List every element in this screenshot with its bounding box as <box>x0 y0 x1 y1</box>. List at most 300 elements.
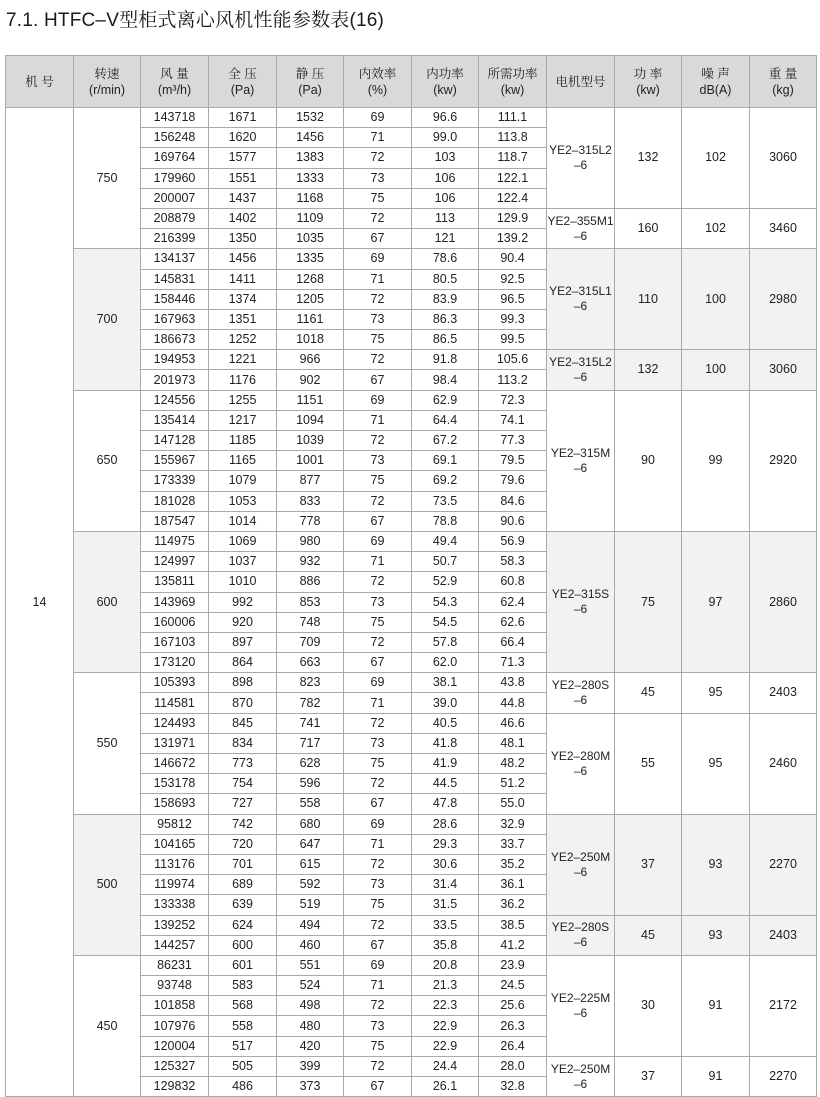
speed-cell: 750 <box>74 108 141 249</box>
data-cell: 1205 <box>277 289 344 309</box>
data-cell: 33.7 <box>479 834 547 854</box>
data-cell: 75 <box>344 188 412 208</box>
data-cell: 78.6 <box>412 249 479 269</box>
data-cell: 91.8 <box>412 350 479 370</box>
noise-cell: 93 <box>682 814 750 915</box>
motor-model-cell <box>547 108 615 209</box>
data-cell: 1001 <box>277 451 344 471</box>
data-cell: 72 <box>344 996 412 1016</box>
data-cell: 62.9 <box>412 390 479 410</box>
speed-cell: 550 <box>74 673 141 814</box>
data-cell: 79.6 <box>479 471 547 491</box>
data-cell: 1014 <box>209 511 277 531</box>
data-cell: 114581 <box>141 693 209 713</box>
data-cell: 486 <box>209 1077 277 1097</box>
data-cell: 216399 <box>141 229 209 249</box>
motor-power-cell: 132 <box>615 350 682 390</box>
column-header-unit: (Pa) <box>298 82 322 97</box>
noise-cell: 91 <box>682 1056 750 1096</box>
motor-model-cell <box>547 1056 615 1096</box>
data-cell: 139252 <box>141 915 209 935</box>
column-header-label: 所需功率 <box>487 66 538 81</box>
data-cell: 480 <box>277 1016 344 1036</box>
data-cell: 92.5 <box>479 269 547 289</box>
motor-model: YE2–315L2 <box>549 354 612 369</box>
data-cell: 93748 <box>141 976 209 996</box>
data-cell: 71 <box>344 128 412 148</box>
data-cell: 67 <box>344 511 412 531</box>
data-cell: 187547 <box>141 511 209 531</box>
motor-model-cell <box>547 249 615 350</box>
weight-cell: 2172 <box>750 955 817 1056</box>
data-cell: 72 <box>344 148 412 168</box>
data-cell: 103 <box>412 148 479 168</box>
data-cell: 628 <box>277 754 344 774</box>
data-cell: 139.2 <box>479 229 547 249</box>
column-header <box>74 56 141 108</box>
data-cell: 1374 <box>209 289 277 309</box>
data-cell: 72 <box>344 431 412 451</box>
data-cell: 44.5 <box>412 774 479 794</box>
data-cell: 639 <box>209 895 277 915</box>
data-cell: 173339 <box>141 471 209 491</box>
data-cell: 72.3 <box>479 390 547 410</box>
data-cell: 568 <box>209 996 277 1016</box>
data-cell: 1532 <box>277 108 344 128</box>
weight-cell: 2920 <box>750 390 817 531</box>
column-header <box>682 56 750 108</box>
data-cell: 124493 <box>141 713 209 733</box>
data-cell: 920 <box>209 612 277 632</box>
data-cell: 122.1 <box>479 168 547 188</box>
data-cell: 1411 <box>209 269 277 289</box>
column-header <box>615 56 682 108</box>
data-cell: 24.5 <box>479 976 547 996</box>
data-cell: 74.1 <box>479 410 547 430</box>
weight-cell: 3060 <box>750 350 817 390</box>
speed-cell: 600 <box>74 531 141 672</box>
data-cell: 86231 <box>141 955 209 975</box>
data-cell: 25.6 <box>479 996 547 1016</box>
data-cell: 60.8 <box>479 572 547 592</box>
data-cell: 494 <box>277 915 344 935</box>
data-cell: 72 <box>344 713 412 733</box>
column-header-label: 机 号 <box>25 74 54 89</box>
data-cell: 54.5 <box>412 612 479 632</box>
column-header-unit: (kw) <box>636 82 660 97</box>
column-header <box>141 56 209 108</box>
data-cell: 524 <box>277 976 344 996</box>
data-cell: 1094 <box>277 410 344 430</box>
performance-table <box>5 55 817 1097</box>
data-cell: 966 <box>277 350 344 370</box>
data-cell: 38.5 <box>479 915 547 935</box>
column-header <box>547 56 615 108</box>
motor-model-cell <box>547 814 615 915</box>
data-cell: 73 <box>344 1016 412 1036</box>
data-cell: 592 <box>277 875 344 895</box>
data-cell: 58.3 <box>479 552 547 572</box>
data-cell: 90.4 <box>479 249 547 269</box>
motor-model-cell <box>547 713 615 814</box>
data-cell: 201973 <box>141 370 209 390</box>
data-cell: 71 <box>344 269 412 289</box>
data-cell: 38.1 <box>412 673 479 693</box>
weight-cell: 2403 <box>750 915 817 955</box>
motor-pole-suffix: –6 <box>573 369 588 384</box>
data-cell: 1217 <box>209 410 277 430</box>
data-cell: 1069 <box>209 531 277 551</box>
data-cell: 173120 <box>141 653 209 673</box>
data-cell: 67 <box>344 1077 412 1097</box>
data-cell: 26.1 <box>412 1077 479 1097</box>
table-row <box>6 249 817 269</box>
data-cell: 86.5 <box>412 330 479 350</box>
data-cell: 134137 <box>141 249 209 269</box>
data-cell: 932 <box>277 552 344 572</box>
data-cell: 1383 <box>277 148 344 168</box>
data-cell: 125327 <box>141 1056 209 1076</box>
data-cell: 78.8 <box>412 511 479 531</box>
motor-model: YE2–280M <box>550 748 611 763</box>
data-cell: 601 <box>209 955 277 975</box>
data-cell: 505 <box>209 1056 277 1076</box>
motor-model: YE2–355M1 <box>547 213 614 228</box>
data-cell: 75 <box>344 330 412 350</box>
data-cell: 720 <box>209 834 277 854</box>
data-cell: 80.5 <box>412 269 479 289</box>
column-header-unit: (kw) <box>500 82 525 97</box>
data-cell: 886 <box>277 572 344 592</box>
data-cell: 1456 <box>277 128 344 148</box>
data-cell: 71 <box>344 410 412 430</box>
data-cell: 106 <box>412 188 479 208</box>
data-cell: 135414 <box>141 410 209 430</box>
data-cell: 23.9 <box>479 955 547 975</box>
data-cell: 754 <box>209 774 277 794</box>
data-cell: 90.6 <box>479 511 547 531</box>
column-header-unit: (%) <box>367 82 388 97</box>
data-cell: 1168 <box>277 188 344 208</box>
data-cell: 71 <box>344 976 412 996</box>
noise-cell: 97 <box>682 531 750 672</box>
data-cell: 709 <box>277 632 344 652</box>
noise-cell: 95 <box>682 713 750 814</box>
motor-model: YE2–280S <box>551 920 610 935</box>
data-cell: 1176 <box>209 370 277 390</box>
data-cell: 67 <box>344 794 412 814</box>
data-cell: 615 <box>277 854 344 874</box>
data-cell: 55.0 <box>479 794 547 814</box>
data-cell: 119974 <box>141 875 209 895</box>
column-header-label: 转速 <box>94 66 120 81</box>
data-cell: 124556 <box>141 390 209 410</box>
motor-power-cell: 160 <box>615 208 682 248</box>
data-cell: 460 <box>277 935 344 955</box>
table-row <box>6 108 817 128</box>
column-header-unit: (m³/h) <box>157 82 192 97</box>
data-cell: 50.7 <box>412 552 479 572</box>
data-cell: 51.2 <box>479 774 547 794</box>
data-cell: 200007 <box>141 188 209 208</box>
data-cell: 1109 <box>277 208 344 228</box>
data-cell: 194953 <box>141 350 209 370</box>
data-cell: 1551 <box>209 168 277 188</box>
motor-model: YE2–225M <box>550 990 611 1005</box>
column-header <box>750 56 817 108</box>
data-cell: 73 <box>344 168 412 188</box>
motor-pole-suffix: –6 <box>573 157 588 172</box>
column-header-label: 噪 声 <box>701 66 730 81</box>
data-cell: 32.9 <box>479 814 547 834</box>
data-cell: 864 <box>209 653 277 673</box>
data-cell: 57.8 <box>412 632 479 652</box>
data-cell: 72 <box>344 289 412 309</box>
data-cell: 31.4 <box>412 875 479 895</box>
data-cell: 26.4 <box>479 1036 547 1056</box>
data-cell: 1335 <box>277 249 344 269</box>
motor-model-cell <box>547 915 615 955</box>
data-cell: 420 <box>277 1036 344 1056</box>
data-cell: 52.9 <box>412 572 479 592</box>
motor-model-cell <box>547 350 615 390</box>
data-cell: 145831 <box>141 269 209 289</box>
data-cell: 1333 <box>277 168 344 188</box>
data-cell: 782 <box>277 693 344 713</box>
data-cell: 113 <box>412 208 479 228</box>
motor-power-cell: 132 <box>615 108 682 209</box>
data-cell: 144257 <box>141 935 209 955</box>
weight-cell: 2403 <box>750 673 817 713</box>
data-cell: 35.2 <box>479 854 547 874</box>
motor-power-cell: 75 <box>615 531 682 672</box>
data-cell: 118.7 <box>479 148 547 168</box>
motor-power-cell: 45 <box>615 915 682 955</box>
table-row <box>6 814 817 834</box>
data-cell: 558 <box>209 1016 277 1036</box>
data-cell: 113176 <box>141 854 209 874</box>
data-cell: 877 <box>277 471 344 491</box>
data-cell: 845 <box>209 713 277 733</box>
speed-cell: 700 <box>74 249 141 390</box>
data-cell: 30.6 <box>412 854 479 874</box>
data-cell: 1035 <box>277 229 344 249</box>
data-cell: 73 <box>344 875 412 895</box>
data-cell: 73 <box>344 592 412 612</box>
data-cell: 122.4 <box>479 188 547 208</box>
column-header-label: 内效率 <box>358 66 397 81</box>
data-cell: 67 <box>344 653 412 673</box>
motor-model: YE2–315S <box>551 587 610 602</box>
data-cell: 1039 <box>277 431 344 451</box>
data-cell: 69 <box>344 955 412 975</box>
data-cell: 41.2 <box>479 935 547 955</box>
data-cell: 72 <box>344 491 412 511</box>
data-cell: 72 <box>344 915 412 935</box>
data-cell: 73 <box>344 309 412 329</box>
data-cell: 121 <box>412 229 479 249</box>
data-cell: 36.2 <box>479 895 547 915</box>
data-cell: 155967 <box>141 451 209 471</box>
data-cell: 66.4 <box>479 632 547 652</box>
page-title: 7.1. HTFC–V型柜式离心风机性能参数表(16) <box>6 10 385 31</box>
data-cell: 73 <box>344 451 412 471</box>
data-cell: 98.4 <box>412 370 479 390</box>
data-cell: 72 <box>344 854 412 874</box>
data-cell: 75 <box>344 612 412 632</box>
table-row <box>6 531 817 551</box>
data-cell: 158693 <box>141 794 209 814</box>
data-cell: 689 <box>209 875 277 895</box>
column-header-label: 静 压 <box>295 66 325 81</box>
data-cell: 72 <box>344 774 412 794</box>
data-cell: 75 <box>344 1036 412 1056</box>
data-cell: 1161 <box>277 309 344 329</box>
data-cell: 21.3 <box>412 976 479 996</box>
motor-power-cell: 90 <box>615 390 682 531</box>
data-cell: 72 <box>344 208 412 228</box>
data-cell: 113.2 <box>479 370 547 390</box>
motor-power-cell: 55 <box>615 713 682 814</box>
data-cell: 46.6 <box>479 713 547 733</box>
data-cell: 71 <box>344 693 412 713</box>
data-cell: 40.5 <box>412 713 479 733</box>
data-cell: 167963 <box>141 309 209 329</box>
data-cell: 33.5 <box>412 915 479 935</box>
data-cell: 56.9 <box>479 531 547 551</box>
data-cell: 79.5 <box>479 451 547 471</box>
motor-model: YE2–250M <box>550 849 611 864</box>
column-header <box>277 56 344 108</box>
motor-pole-suffix: –6 <box>573 935 588 950</box>
motor-pole-suffix: –6 <box>573 1076 588 1091</box>
data-cell: 1268 <box>277 269 344 289</box>
data-cell: 41.9 <box>412 754 479 774</box>
data-cell: 69 <box>344 814 412 834</box>
data-cell: 980 <box>277 531 344 551</box>
data-cell: 647 <box>277 834 344 854</box>
data-cell: 823 <box>277 673 344 693</box>
data-cell: 95812 <box>141 814 209 834</box>
data-cell: 1351 <box>209 309 277 329</box>
data-cell: 129.9 <box>479 208 547 228</box>
motor-model: YE2–315L2 <box>549 142 612 157</box>
data-cell: 62.4 <box>479 592 547 612</box>
data-cell: 54.3 <box>412 592 479 612</box>
data-cell: 32.8 <box>479 1077 547 1097</box>
data-cell: 124997 <box>141 552 209 572</box>
data-cell: 133338 <box>141 895 209 915</box>
data-cell: 663 <box>277 653 344 673</box>
table-row <box>6 955 817 975</box>
data-cell: 71 <box>344 552 412 572</box>
data-cell: 1437 <box>209 188 277 208</box>
data-cell: 153178 <box>141 774 209 794</box>
column-header-label: 内功率 <box>426 66 464 81</box>
table-row <box>6 673 817 693</box>
data-cell: 35.8 <box>412 935 479 955</box>
noise-cell: 91 <box>682 955 750 1056</box>
data-cell: 208879 <box>141 208 209 228</box>
data-cell: 624 <box>209 915 277 935</box>
data-cell: 156248 <box>141 128 209 148</box>
data-cell: 742 <box>209 814 277 834</box>
motor-pole-suffix: –6 <box>573 1005 588 1020</box>
data-cell: 39.0 <box>412 693 479 713</box>
column-header-label: 重 量 <box>768 66 798 81</box>
data-cell: 853 <box>277 592 344 612</box>
data-cell: 1252 <box>209 330 277 350</box>
data-cell: 898 <box>209 673 277 693</box>
column-header <box>344 56 412 108</box>
data-cell: 558 <box>277 794 344 814</box>
motor-model-cell <box>547 531 615 672</box>
data-cell: 498 <box>277 996 344 1016</box>
data-cell: 373 <box>277 1077 344 1097</box>
data-cell: 69 <box>344 108 412 128</box>
data-cell: 96.5 <box>479 289 547 309</box>
column-header-label: 电机型号 <box>555 74 606 89</box>
weight-cell: 3060 <box>750 108 817 209</box>
motor-model-cell <box>547 390 615 531</box>
data-cell: 31.5 <box>412 895 479 915</box>
data-cell: 1577 <box>209 148 277 168</box>
fan-number-cell: 14 <box>6 108 74 1097</box>
data-cell: 71 <box>344 834 412 854</box>
data-cell: 67 <box>344 935 412 955</box>
column-header-unit: (kw) <box>433 82 457 97</box>
data-cell: 72 <box>344 572 412 592</box>
data-cell: 107976 <box>141 1016 209 1036</box>
data-cell: 84.6 <box>479 491 547 511</box>
data-cell: 992 <box>209 592 277 612</box>
data-cell: 551 <box>277 955 344 975</box>
motor-power-cell: 45 <box>615 673 682 713</box>
data-cell: 72 <box>344 632 412 652</box>
data-cell: 67 <box>344 370 412 390</box>
data-cell: 64.4 <box>412 410 479 430</box>
data-cell: 69.2 <box>412 471 479 491</box>
data-cell: 77.3 <box>479 431 547 451</box>
data-cell: 49.4 <box>412 531 479 551</box>
noise-cell: 102 <box>682 208 750 248</box>
weight-cell: 2860 <box>750 531 817 672</box>
data-cell: 741 <box>277 713 344 733</box>
data-cell: 143969 <box>141 592 209 612</box>
noise-cell: 102 <box>682 108 750 209</box>
motor-pole-suffix: –6 <box>573 692 588 707</box>
data-cell: 1620 <box>209 128 277 148</box>
data-cell: 1221 <box>209 350 277 370</box>
motor-pole-suffix: –6 <box>573 460 588 475</box>
column-header-label: 功 率 <box>633 66 663 81</box>
data-cell: 106 <box>412 168 479 188</box>
data-cell: 1079 <box>209 471 277 491</box>
motor-pole-suffix: –6 <box>573 763 588 778</box>
data-cell: 167103 <box>141 632 209 652</box>
data-cell: 62.6 <box>479 612 547 632</box>
data-cell: 773 <box>209 754 277 774</box>
data-cell: 26.3 <box>479 1016 547 1036</box>
data-cell: 833 <box>277 491 344 511</box>
motor-pole-suffix: –6 <box>573 602 588 617</box>
column-header <box>6 56 74 108</box>
data-cell: 1037 <box>209 552 277 572</box>
data-cell: 727 <box>209 794 277 814</box>
column-header <box>209 56 277 108</box>
data-cell: 147128 <box>141 431 209 451</box>
data-cell: 1053 <box>209 491 277 511</box>
